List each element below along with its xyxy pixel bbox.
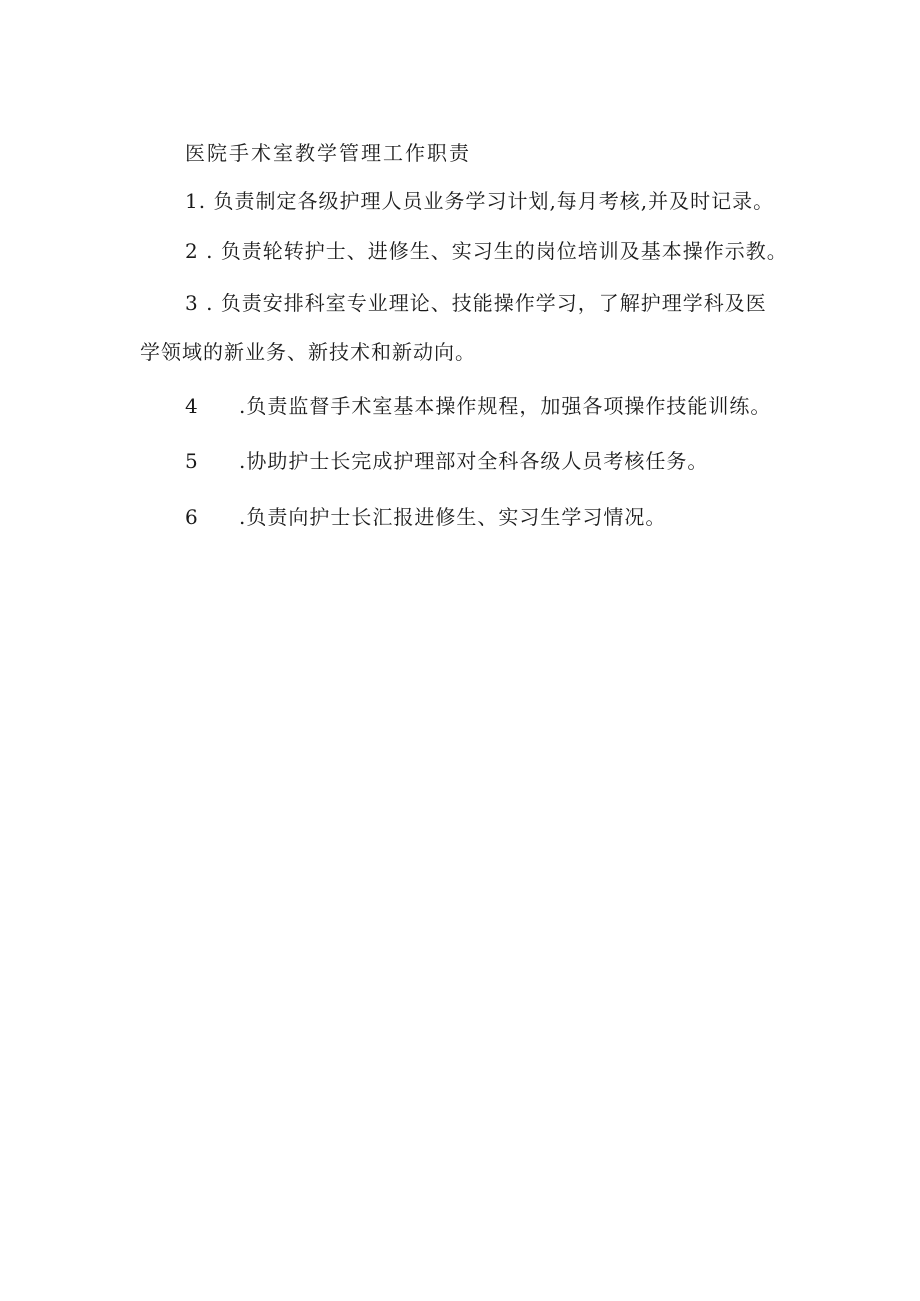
duty-item-3: [185, 290, 767, 316]
document-title: 医院手术室教学管理工作职责: [185, 141, 471, 165]
duty-item-5: [185, 448, 708, 474]
item-text: .协助护士长完成护理部对全科各级人员考核任务。: [239, 449, 709, 473]
item-number: 6: [185, 505, 199, 529]
item-text: .负责向护士长汇报进修生、实习生学习情况。: [239, 505, 667, 529]
duty-item-1: [185, 188, 774, 214]
item-number: 5: [185, 449, 199, 473]
duty-item-3-continuation: 学领域的新业务、新技术和新动向。: [140, 340, 476, 364]
item-number: 2 .: [185, 239, 214, 263]
item-number: 1.: [185, 189, 207, 213]
item-text: 负责制定各级护理人员业务学习计划,每月考核,并及时记录。: [213, 189, 775, 213]
item-text: 负责轮转护士、进修生、实习生的岗位培训及基本操作示教。: [220, 239, 788, 263]
item-text: 负责安排科室专业理论、技能操作学习，了解护理学科及医: [220, 291, 767, 315]
item-number: 4: [185, 394, 199, 418]
duty-item-2: [185, 238, 788, 264]
item-number: 3 .: [185, 291, 214, 315]
duty-item-6: [185, 504, 666, 530]
item-text: .负责监督手术室基本操作规程，加强各项操作技能训练。: [239, 394, 772, 418]
duty-item-4: [185, 393, 771, 419]
